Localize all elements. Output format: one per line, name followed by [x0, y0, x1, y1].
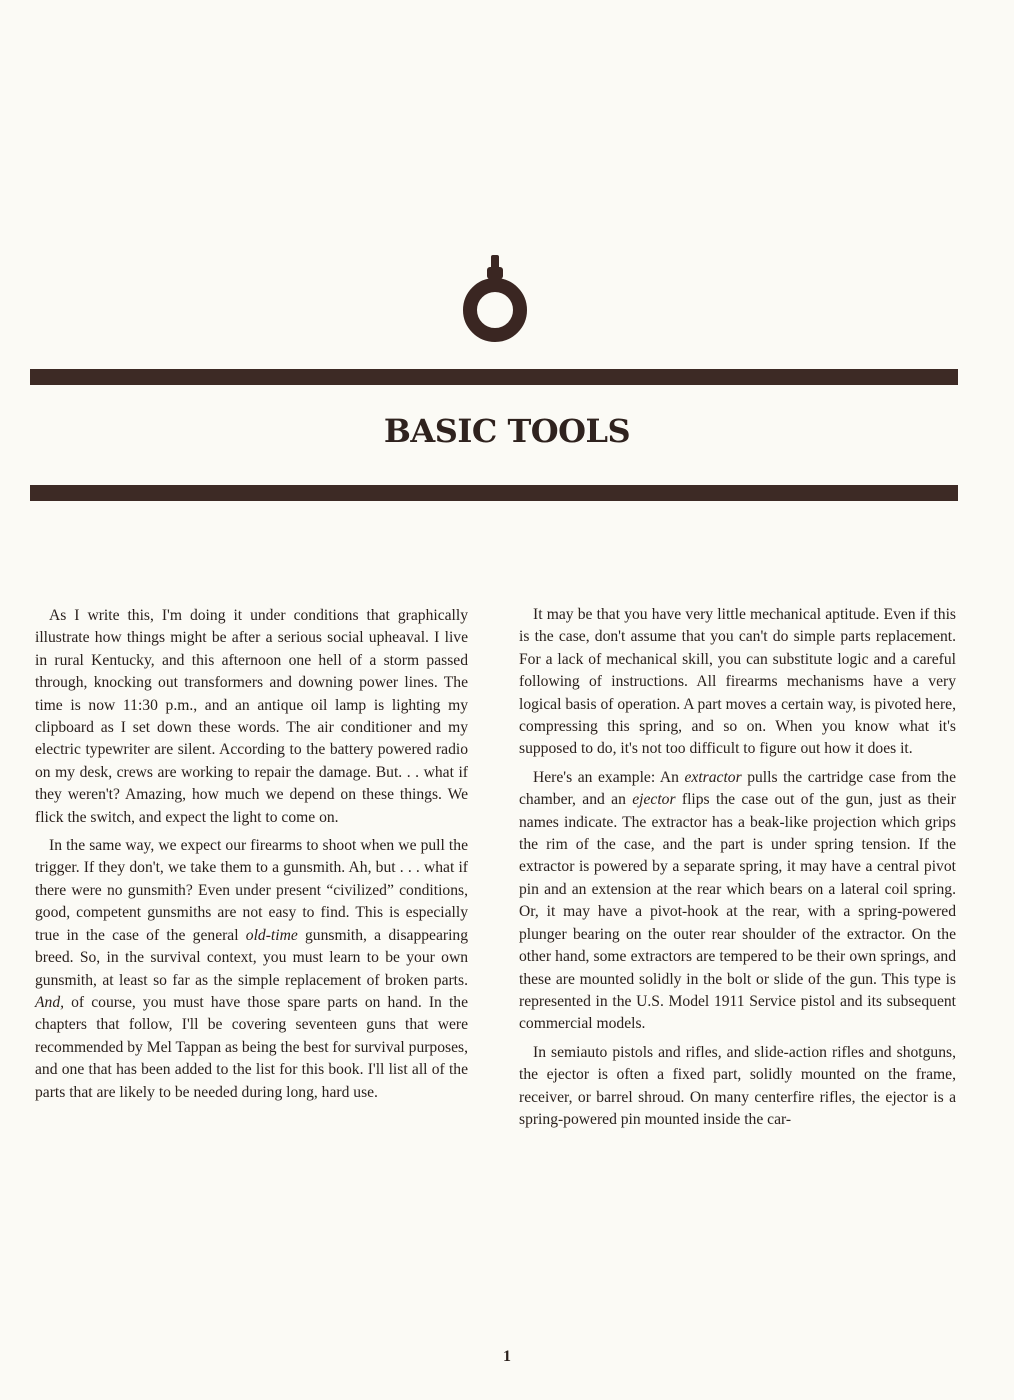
page-number: 1 [503, 1348, 511, 1365]
ring-ornament-icon [461, 255, 529, 345]
paragraph: Here's an example: An extractor pulls the cartridge case from the chamber, and an ejector flips the case out of the gun, just as their names indicate. The extractor has a beak-like projection which grips the rim of the case, and the part is under spring tension. If the extractor is powered by a separate spring, it may have a central pivot pin and an extension at the rear which bears on a lateral coil spring. Or, it may have a pivot-hook at the rear, with a spring-powered plunger bearing on the outer rear shoulder of the extractor. On the other hand, some extractors are tempered to be their own springs, and these are mounted solidly in the bolt or slide of the gun. This type is represented in the U.S. Model 1911 Service pistol and its subsequent commercial models. [519, 768, 956, 1033]
right-column [519, 604, 956, 1137]
chapter-title: BASIC TOOLS [383, 412, 631, 450]
bottom-rule [30, 485, 958, 501]
paragraph: In the same way, we expect our firearms to shoot when we pull the trigger. If they don't, we take them to a gunsmith. Ah, but . . . what if there were no gunsmith? Even under present “civilized” conditions, good, competent gunsmiths are not easy to find. This is especially true in the case of the general old-time gunsmith, a disappearing breed. So, in the survival context, you must learn to be your own gunsmith, at least so far as the simple replacement of broken parts. And, of course, you must have those spare parts on hand. In the chapters that follow, I'll be covering seventeen guns that were recommended by Mel Tappan as being the best for survival purposes, and one that has been added to the list for this book. I'll list all of the parts that are likely to be needed during long, hard use. [35, 837, 468, 1101]
left-column [35, 605, 468, 1110]
paragraph: It may be that you have very little mechanical aptitude. Even if this is the case, don't assume that you can't do simple parts replacement. For a lack of mechanical skill, you can substitute logic and a careful following of instructions. All firearms mechanisms have a very logical basis of operation. A part moves a certain way, is pivoted here, compressing this spring, and so on. When you know what it's supposed to do, it's not too difficult to figure out how it does it. [519, 606, 956, 758]
paragraph: In semiauto pistols and rifles, and slide-action rifles and shotguns, the ejector is often a fixed part, solidly mounted on the frame, receiver, or barrel shroud. On many centerfire rifles, the ejector is a spring-powered pin mounted inside the car- [519, 1043, 956, 1128]
top-rule [30, 369, 958, 385]
paragraph: As I write this, I'm doing it under conditions that graphically illustrate how things might be after a serious social upheaval. I live in rural Kentucky, and this afternoon one hell of a storm passed through, knocking out transformers and downing power lines. The time is now 11:30 p.m., and an antique oil lamp is lighting my clipboard as I set down these words. The air conditioner and my electric typewriter are silent. According to the battery powered radio on my desk, crews are working to repair the damage. But. . . what if they weren't? Amazing, how much we depend on these things. We flick the switch, and expect the light to come on. [35, 607, 468, 826]
